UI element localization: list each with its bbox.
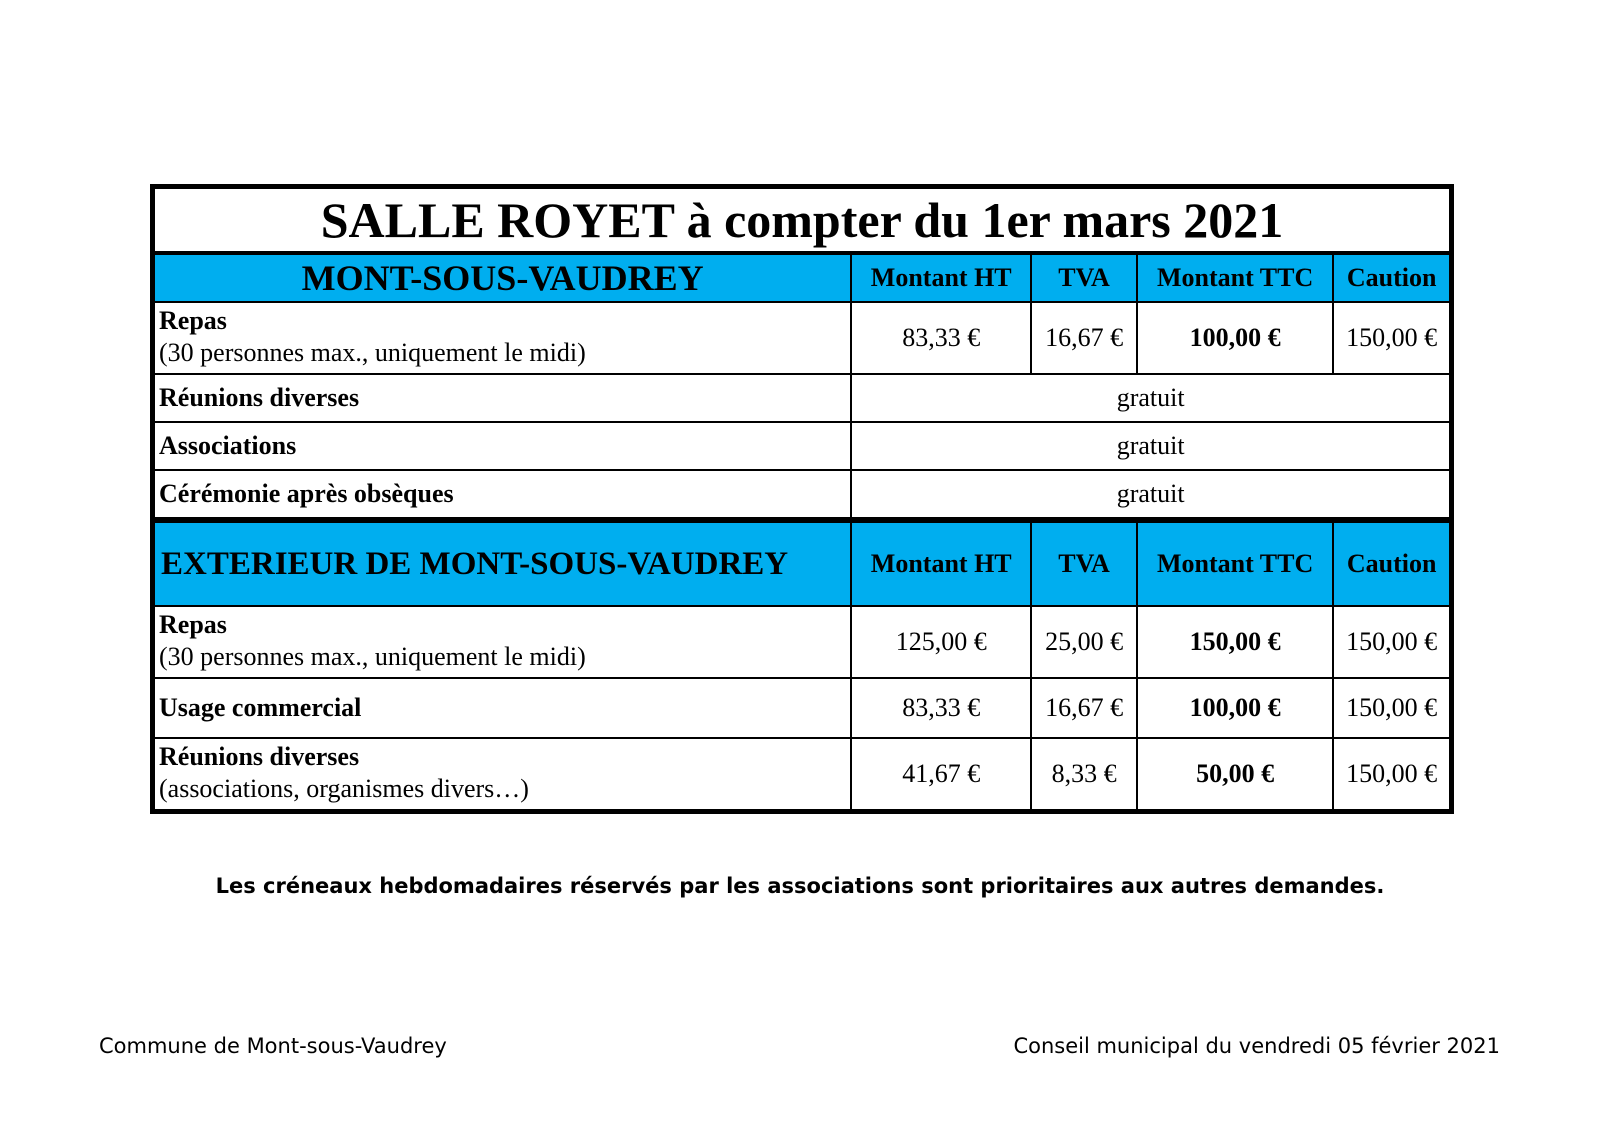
table-row [153, 302, 1452, 374]
local-header-row [153, 253, 1452, 302]
priority-note: Les créneaux hebdomadaires réservés par les associations sont prioritaires aux autres demandes. [215, 874, 1385, 898]
amount-caution: 150,00 € [1333, 606, 1451, 678]
table-row [153, 606, 1452, 678]
column-header-caution: Caution [1333, 253, 1451, 302]
row-label-cell [153, 422, 852, 470]
amount-ttc: 100,00 € [1137, 678, 1333, 738]
row-label-cell [153, 678, 852, 738]
row-label-cell [153, 374, 852, 422]
row-label-cell [153, 470, 852, 520]
table-row [153, 374, 1452, 422]
page-title: SALLE ROYET à compter du 1er mars 2021 [153, 187, 1452, 254]
row-label-cell [153, 302, 852, 374]
table-row [153, 422, 1452, 470]
row-label: Réunions diverses [159, 742, 360, 771]
amount-tva: 16,67 € [1031, 678, 1137, 738]
row-sublabel: (associations, organismes divers…) [159, 774, 529, 803]
amount-caution: 150,00 € [1333, 738, 1451, 812]
row-label-cell [153, 606, 852, 678]
amount-ttc: 50,00 € [1137, 738, 1333, 812]
amount-caution: 150,00 € [1333, 678, 1451, 738]
row-label: Repas [159, 306, 227, 335]
free-value: gratuit [851, 470, 1451, 520]
column-header-ttc: Montant TTC [1137, 520, 1333, 606]
footer-council-date: Conseil municipal du vendredi 05 février 2021 [1013, 1034, 1500, 1058]
row-sublabel: (30 personnes max., uniquement le midi) [159, 338, 586, 367]
row-sublabel: (30 personnes max., uniquement le midi) [159, 642, 586, 671]
amount-ht: 41,67 € [851, 738, 1031, 812]
amount-tva: 8,33 € [1031, 738, 1137, 812]
local-section-title: MONT-SOUS-VAUDREY [153, 253, 852, 302]
table-row [153, 678, 1452, 738]
column-header-ttc: Montant TTC [1137, 253, 1333, 302]
column-header-tva: TVA [1031, 253, 1137, 302]
exterior-header-row [153, 520, 1452, 606]
title-row [153, 187, 1452, 254]
footer-commune: Commune de Mont-sous-Vaudrey [99, 1034, 447, 1058]
column-header-tva: TVA [1031, 520, 1137, 606]
column-header-caution: Caution [1333, 520, 1451, 606]
amount-ttc: 100,00 € [1137, 302, 1333, 374]
free-value: gratuit [851, 374, 1451, 422]
column-header-ht: Montant HT [851, 253, 1031, 302]
amount-ht: 83,33 € [851, 678, 1031, 738]
table-row [153, 470, 1452, 520]
amount-ht: 125,00 € [851, 606, 1031, 678]
row-label: Cérémonie après obsèques [159, 479, 454, 508]
amount-tva: 25,00 € [1031, 606, 1137, 678]
amount-caution: 150,00 € [1333, 302, 1451, 374]
table-row [153, 738, 1452, 812]
exterior-section-title: EXTERIEUR DE MONT-SOUS-VAUDREY [153, 520, 852, 606]
amount-ttc: 150,00 € [1137, 606, 1333, 678]
free-value: gratuit [851, 422, 1451, 470]
row-label-cell [153, 738, 852, 812]
amount-ht: 83,33 € [851, 302, 1031, 374]
row-label: Usage commercial [159, 693, 362, 722]
row-label: Associations [159, 431, 297, 460]
row-label: Repas [159, 610, 227, 639]
column-header-ht: Montant HT [851, 520, 1031, 606]
row-label: Réunions diverses [159, 383, 360, 412]
tariff-table [150, 184, 1454, 814]
amount-tva: 16,67 € [1031, 302, 1137, 374]
